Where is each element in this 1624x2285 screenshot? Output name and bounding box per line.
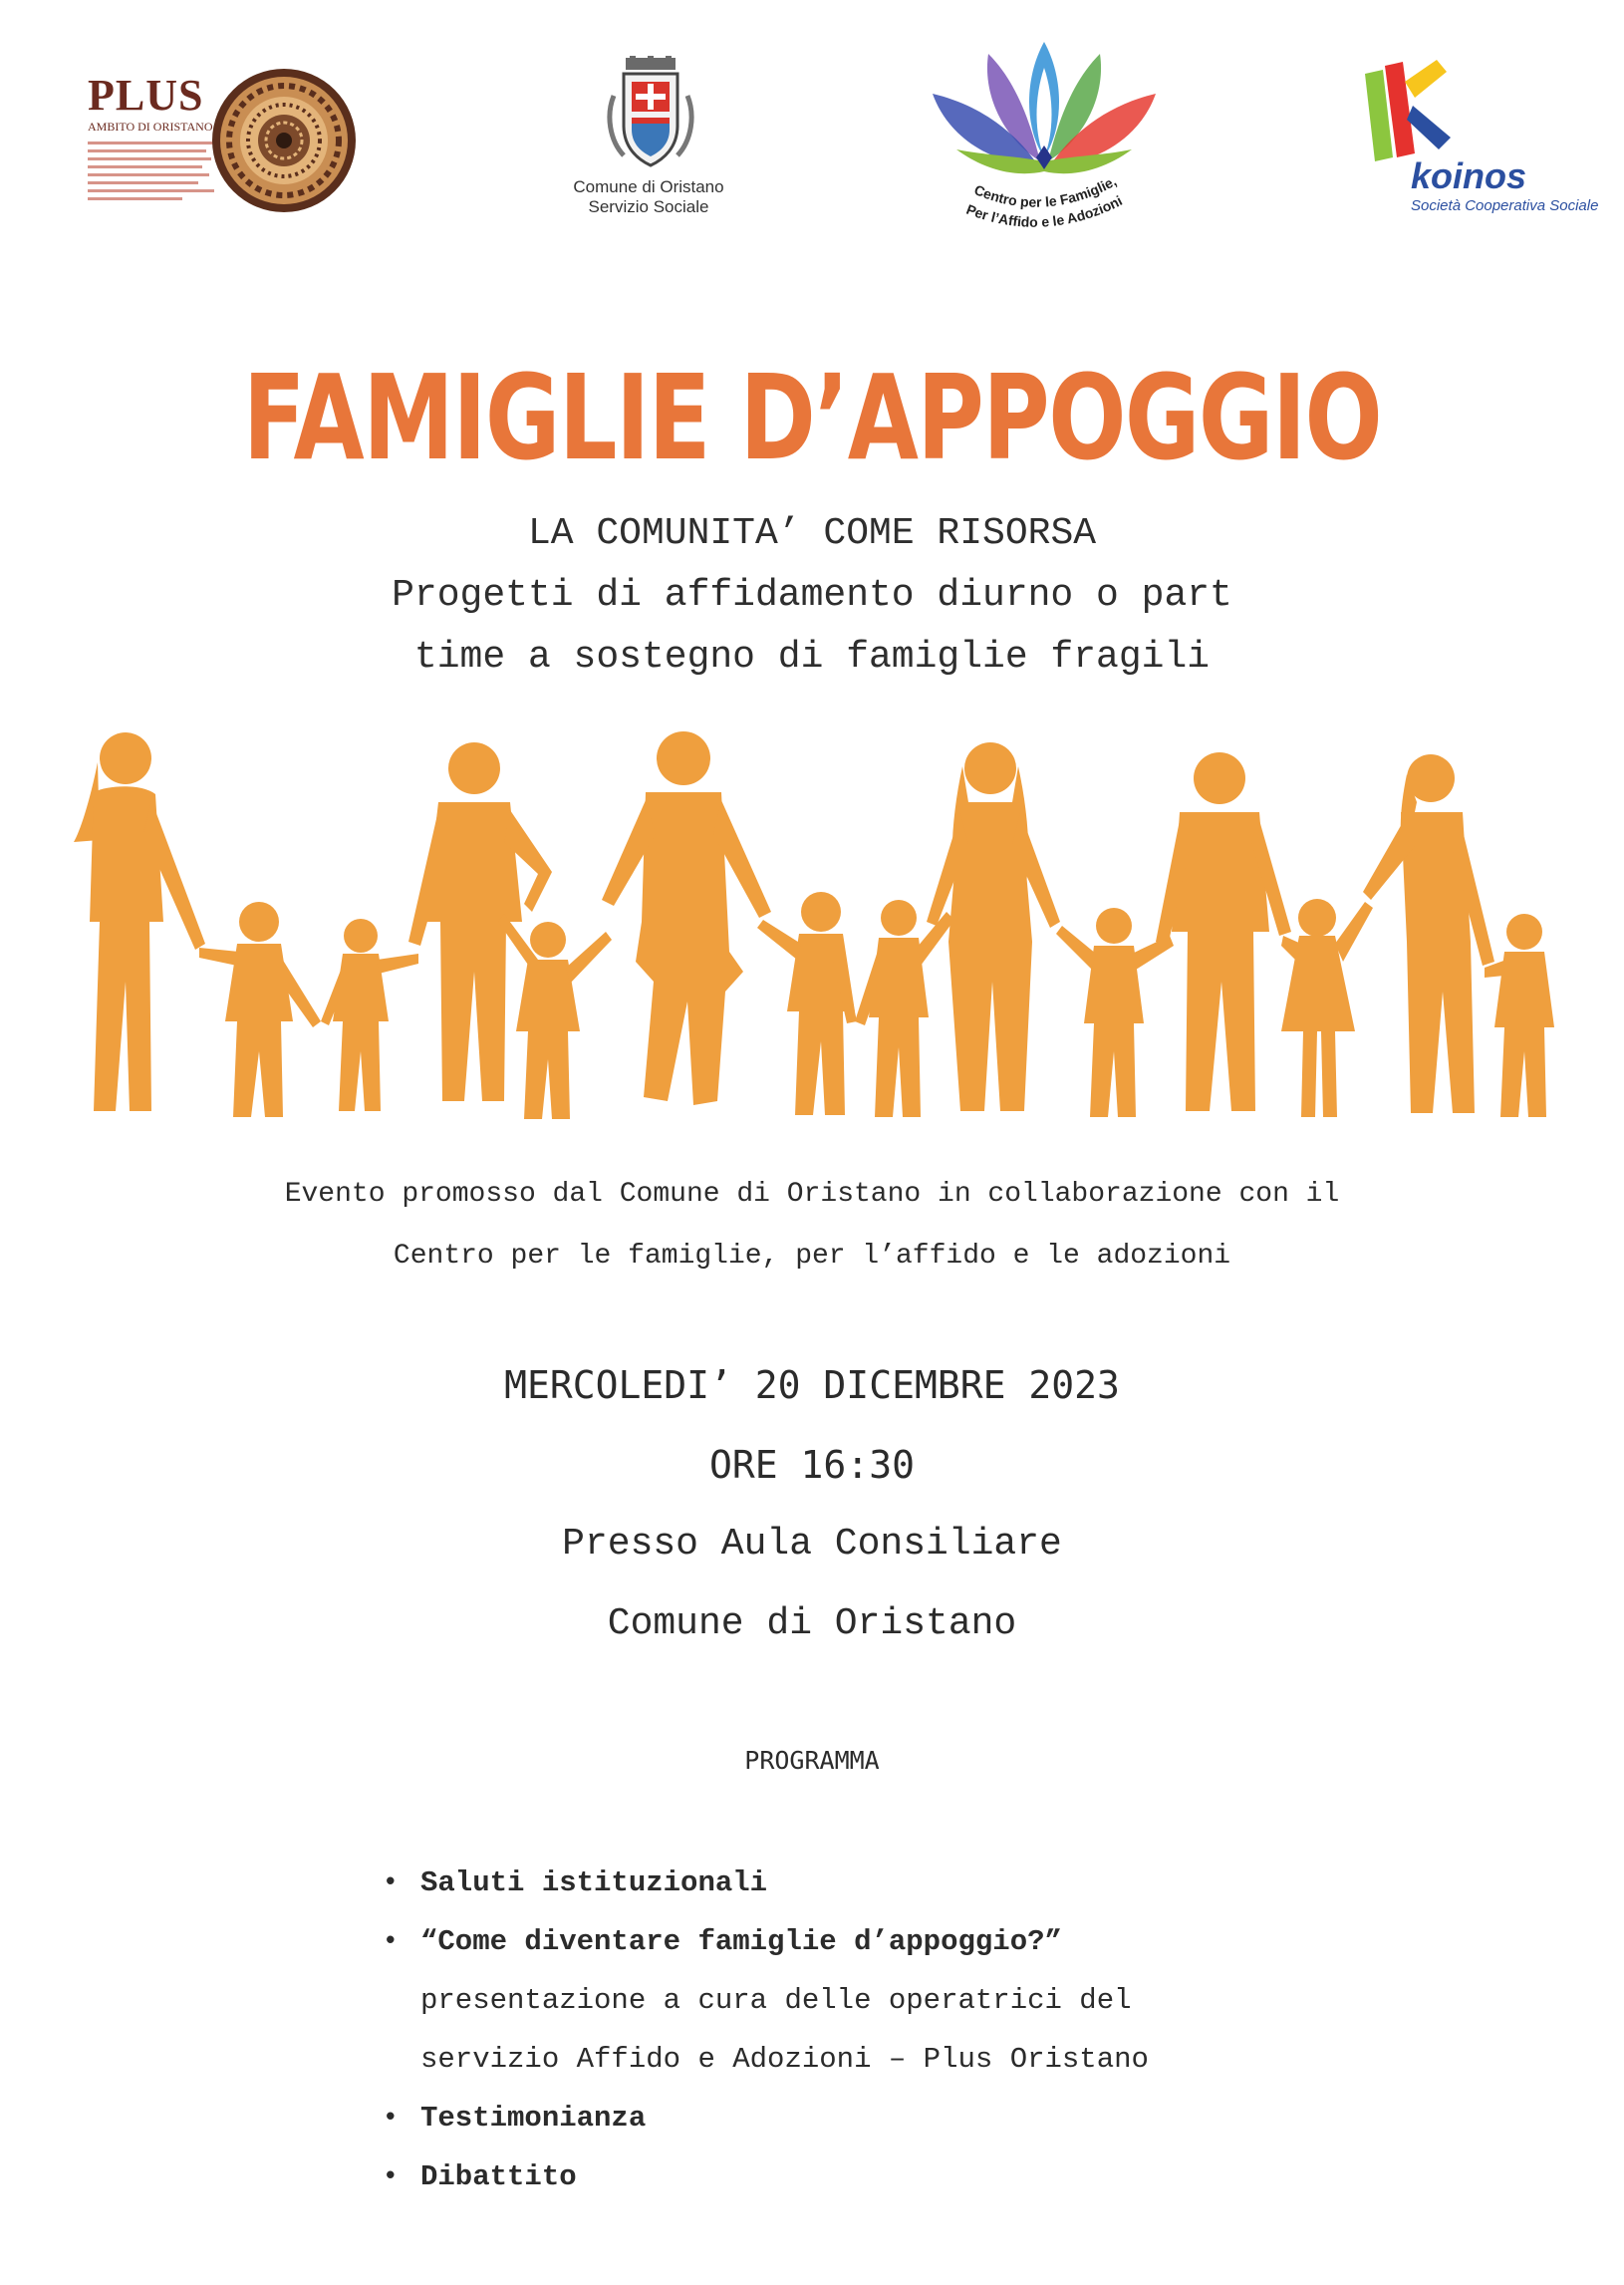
event-date: MERCOLEDI’ 20 DICEMBRE 2023 [504, 1363, 1120, 1407]
program-list [383, 1854, 1149, 2206]
program-item-detail: presentazione a cura delle operatrici del [420, 1984, 1132, 2017]
silhouette-child-1 [199, 902, 321, 1117]
comune-logo-line1: Comune di Oristano [573, 177, 724, 196]
centro-logo-line1: Centro per le Famiglie, [971, 172, 1120, 210]
page-title: FAMIGLIE D’APPOGGIO [242, 349, 1382, 486]
plus-logo-municipalities [88, 142, 222, 205]
program-item: • Saluti istituzionali [383, 1854, 1149, 1912]
program-item: • “Come diventare famiglie d’appoggio?” [383, 1912, 1149, 1971]
event-time: ORE 16:30 [709, 1443, 915, 1487]
event-description [0, 1164, 1624, 1287]
event-venue: Presso Aula Consiliare [562, 1523, 1062, 1566]
silhouette-woman-1 [74, 732, 205, 1111]
event-venue-city: Comune di Oristano [607, 1602, 1017, 1645]
program-item: • Dibattito [383, 2147, 1149, 2206]
koinos-logo-name: koinos [1411, 155, 1527, 196]
plus-logo-name: PLUS [88, 71, 204, 120]
comune-oristano-logo [554, 56, 743, 225]
subtitle-line-1: LA COMUNITA’ COME RISORSA [527, 512, 1097, 555]
silhouette-man-3 [1156, 752, 1291, 1111]
silhouette-child-8 [1485, 914, 1554, 1117]
mandala-seal-icon [209, 66, 359, 215]
program-heading: PROGRAMMA [744, 1746, 880, 1775]
silhouette-man-2 [602, 731, 771, 1105]
silhouette-child-4 [757, 892, 857, 1115]
event-description-line-2: Centro per le famiglie, per l’affido e le adozioni [393, 1241, 1231, 1272]
silhouette-woman-3 [1363, 754, 1494, 1113]
koinos-logo-subtitle: Società Cooperativa Sociale [1411, 197, 1599, 214]
silhouette-child-5 [855, 900, 954, 1117]
centro-logo-line2: Per l’Affido e le Adozioni [963, 192, 1125, 230]
plus-logo [80, 60, 369, 219]
koinos-k-icon [1359, 58, 1469, 167]
program-item: • Testimonianza [383, 2089, 1149, 2147]
coat-of-arms-icon [606, 56, 695, 173]
silhouette-child-7 [1281, 899, 1373, 1117]
lotus-flower-icon [927, 38, 1162, 233]
plus-logo-subtitle: AMBITO DI ORISTANO [88, 120, 213, 134]
centro-famiglie-logo [927, 38, 1162, 233]
subtitle-line-2: Progetti di affidamento diurno o part [392, 574, 1232, 617]
silhouette-child-6 [1056, 908, 1174, 1117]
event-description-line-1: Evento promosso dal Comune di Oristano in collaborazione con il [284, 1179, 1340, 1210]
family-silhouettes-image [60, 722, 1564, 1141]
silhouette-child-3 [498, 914, 612, 1119]
koinos-logo [1359, 58, 1598, 217]
comune-logo-line2: Servizio Sociale [588, 197, 709, 216]
program-item-detail: servizio Affido e Adozioni – Plus Oristano [420, 2043, 1149, 2076]
subtitle-block [0, 503, 1624, 689]
silhouette-child-2 [321, 919, 418, 1111]
subtitle-line-3: time a sostegno di famiglie fragili [413, 636, 1211, 679]
